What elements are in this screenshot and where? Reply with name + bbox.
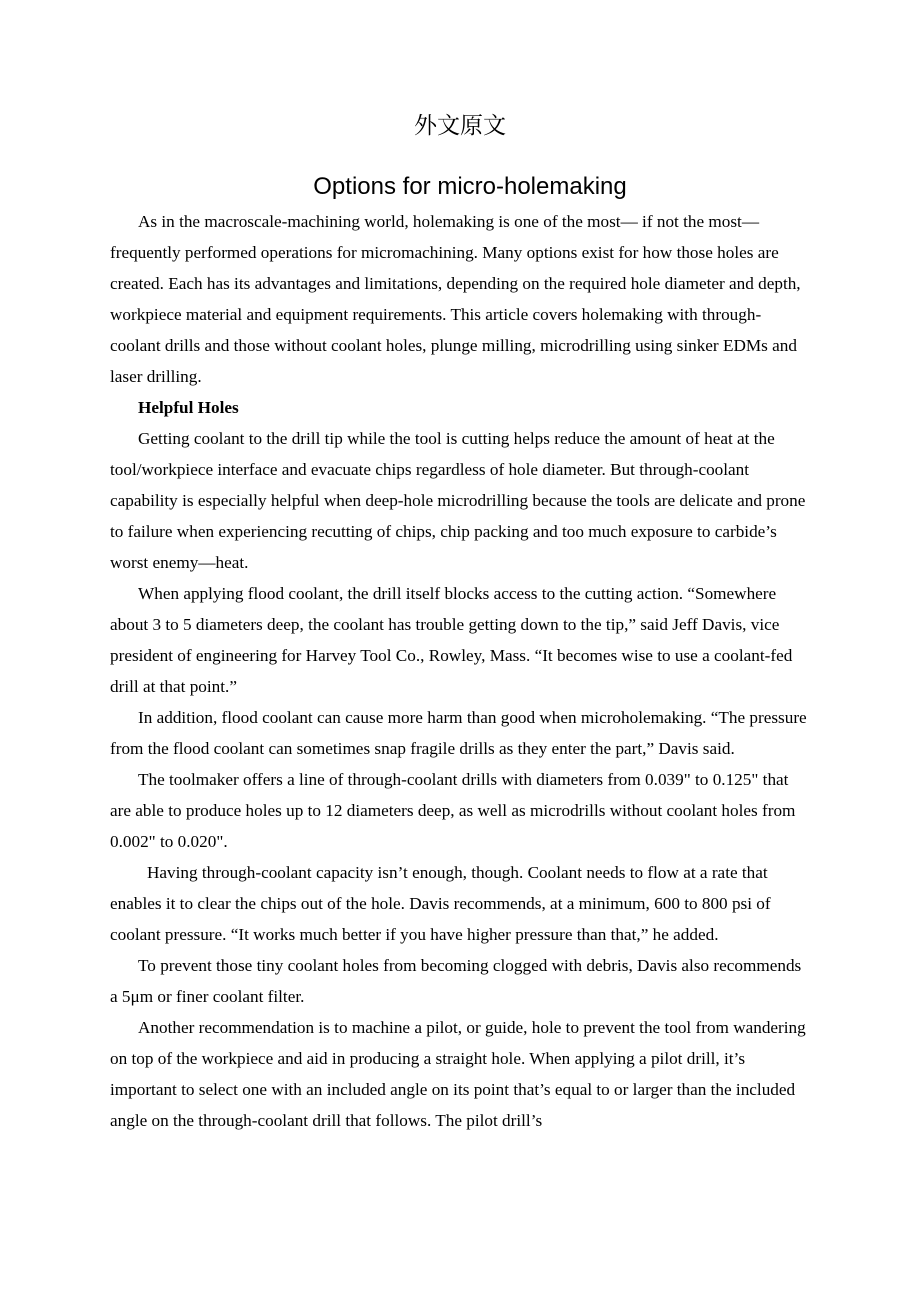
paragraph-intro: As in the macroscale-machining world, holemaking is one of the most— if not the most—frequently performed operations for micromachining. Many options exist for how those holes are created. Each has its advantages and limitations, depending on the required hole diameter and depth, workpiece material and equipment requirements. This article covers holemaking with through-coolant drills and those without coolant holes, plunge milling, microdrilling using sinker EDMs and laser drilling. <box>110 212 801 386</box>
paragraph-2: When applying flood coolant, the drill itself blocks access to the cutting action. “Somewhere about 3 to 5 diameters deep, the coolant has trouble getting down to the tip,” said Jeff Davis, vice president of engineering for Harvey Tool Co., Rowley, Mass. “It becomes wise to use a coolant-fed drill at that point.” <box>110 584 793 696</box>
article-body <box>110 206 810 1136</box>
paragraph-3: In addition, flood coolant can cause more harm than good when microholemaking. “The pressure from the flood coolant can sometimes snap fragile drills as they enter the part,” Davis said. <box>110 708 807 758</box>
section-subheading: Helpful Holes <box>138 398 239 417</box>
paragraph-6: To prevent those tiny coolant holes from becoming clogged with debris, Davis also recommends a 5μm or finer coolant filter. <box>110 956 802 1006</box>
paragraph-1: Getting coolant to the drill tip while the tool is cutting helps reduce the amount of heat at the tool/workpiece interface and evacuate chips regardless of hole diameter. But through-coolant capability is especially helpful when deep-hole microdrilling because the tools are delicate and prone to failure when experiencing recutting of chips, chip packing and too much exposure to carbide’s worst enemy—heat. <box>110 429 806 572</box>
paragraph-4: The toolmaker offers a line of through-coolant drills with diameters from 0.039" to 0.125" that are able to produce holes up to 12 diameters deep, as well as microdrills without coolant holes from 0.002" to 0.020". <box>110 770 796 851</box>
document-heading: 外文原文 <box>414 113 506 139</box>
article-title: Options for micro-holemaking <box>313 173 627 200</box>
paragraph-7: Another recommendation is to machine a pilot, or guide, hole to prevent the tool from wandering on top of the workpiece and aid in producing a straight hole. When applying a pilot drill, it’s important to select one with an included angle on its point that’s equal to or larger than the included angle on the through-coolant drill that follows. The pilot drill’s <box>110 1018 806 1130</box>
paragraph-5: Having through-coolant capacity isn’t enough, though. Coolant needs to flow at a rate that enables it to clear the chips out of the hole. Davis recommends, at a minimum, 600 to 800 psi of coolant pressure. “It works much better if you have higher pressure than that,” he added. <box>110 863 771 944</box>
